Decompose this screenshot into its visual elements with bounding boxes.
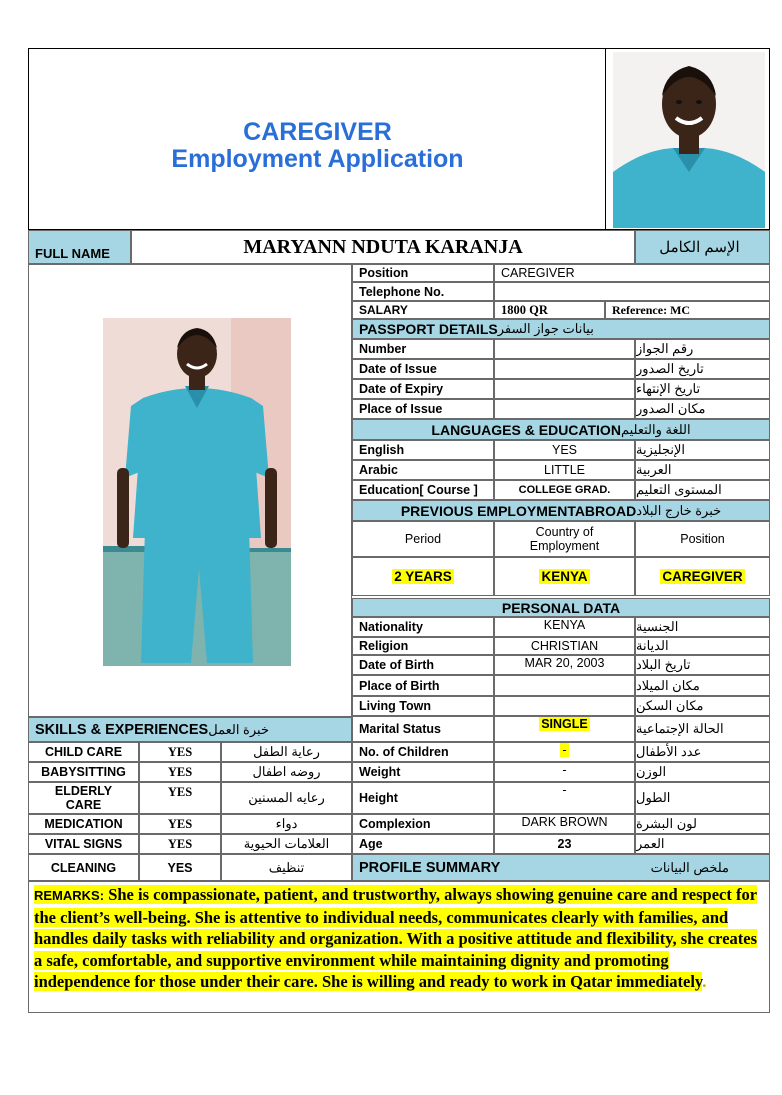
skill-childcare-label: CHILD CARE xyxy=(28,742,139,762)
children-label: No. of Children xyxy=(352,742,494,762)
dob-label: Date of Birth xyxy=(352,655,494,675)
skill-vitals-value: YES xyxy=(139,834,221,854)
issue-date-ar: تاريخ الصدور xyxy=(635,359,770,379)
personal-heading: PERSONAL DATA xyxy=(352,598,770,617)
profile-heading-ar: ملخص البيانات xyxy=(650,859,729,875)
weight-ar: الوزن xyxy=(635,762,770,782)
passport-number-label: Number xyxy=(352,339,494,359)
employment-country-text: KENYA xyxy=(541,569,588,584)
employment-period xyxy=(352,557,494,596)
skill-elderly-value: YES xyxy=(139,782,221,814)
children-ar: عدد الأطفال xyxy=(635,742,770,762)
languages-heading-en: LANGUAGES & EDUCATION xyxy=(431,421,621,438)
employment-heading-ar: خبرة خارج البلاد xyxy=(636,502,722,518)
salary-label: SALARY xyxy=(352,301,494,319)
full-name-label-ar: الإسم الكامل xyxy=(635,230,770,264)
passport-number-value xyxy=(494,339,635,359)
passport-number-ar: رقم الجواز xyxy=(635,339,770,359)
period-column-header: Period xyxy=(352,521,494,557)
profile-heading xyxy=(352,854,770,881)
skill-childcare-ar: رعاية الطفل xyxy=(221,742,352,762)
full-name-value: MARYANN NDUTA KARANJA xyxy=(131,230,635,264)
remarks-text: She is compassionate, patient, and trustworthy, always showing genuine care and respect for the client’s well-being. She is attentive to individual needs, communicates clearly with families, and handles daily tasks with reliability and organization. With a positive attitude and flexibility, she creates a safe, comfortable, and supportive environment while maintaining dignity and promoting independence for those under their care. She is willing and ready to work in Qatar immediately xyxy=(34,885,758,991)
languages-heading-ar: اللغة والتعليم xyxy=(620,421,691,437)
skill-elderly-ar: رعايه المسنين xyxy=(221,782,352,814)
skill-babysitting-label: BABYSITTING xyxy=(28,762,139,782)
telephone-value xyxy=(494,282,770,301)
position-label: Position xyxy=(352,264,494,282)
skill-cleaning-ar: تنظيف xyxy=(221,854,352,881)
employment-heading-en: PREVIOUS EMPLOYMENTABROAD xyxy=(400,502,637,519)
employment-period-text: 2 YEARS xyxy=(394,569,452,584)
full-name-label: FULL NAME xyxy=(28,230,131,264)
skill-childcare-value: YES xyxy=(139,742,221,762)
skill-cleaning-label: CLEANING xyxy=(28,854,139,881)
headshot-photo xyxy=(613,52,765,228)
complexion-label: Complexion xyxy=(352,814,494,834)
english-ar: الإنجليزية xyxy=(635,440,770,460)
passport-heading-ar: بيانات جواز السفر xyxy=(497,321,594,336)
marital-value xyxy=(494,716,635,742)
height-label: Height xyxy=(352,782,494,814)
marital-value-text: SINGLE xyxy=(541,717,588,731)
pob-label: Place of Birth xyxy=(352,675,494,696)
children-value xyxy=(494,742,635,762)
english-label: English xyxy=(352,440,494,460)
skill-vitals-ar: العلامات الحيوية xyxy=(221,834,352,854)
skills-heading-en: SKILLS & EXPERIENCES xyxy=(35,721,209,738)
marital-label: Marital Status xyxy=(352,716,494,742)
skill-elderly-label: ELDERLY CARE xyxy=(28,782,139,814)
skill-medication-ar: دواء xyxy=(221,814,352,834)
header-divider xyxy=(605,48,606,230)
remarks-label: REMARKS: xyxy=(34,888,105,903)
employment-position xyxy=(635,557,770,596)
dob-ar: تاريخ البلاد xyxy=(635,655,770,675)
education-ar: المستوى التعليم xyxy=(635,480,770,500)
complexion-ar: لون البشرة xyxy=(635,814,770,834)
position-column-header: Position xyxy=(635,521,770,557)
age-label: Age xyxy=(352,834,494,854)
passport-heading-en: PASSPORT DETAILS xyxy=(359,321,498,337)
religion-label: Religion xyxy=(352,637,494,655)
arabic-value: LITTLE xyxy=(494,460,635,480)
employment-country xyxy=(494,557,635,596)
nationality-value: KENYA xyxy=(494,617,635,637)
english-value: YES xyxy=(494,440,635,460)
employment-position-text: CAREGIVER xyxy=(662,569,743,584)
age-ar: العمر xyxy=(635,834,770,854)
education-label: Education[ Course ] xyxy=(352,480,494,500)
arabic-label: Arabic xyxy=(352,460,494,480)
arabic-ar: العربية xyxy=(635,460,770,480)
salary-value: 1800 QR xyxy=(494,301,605,319)
issue-place-label: Place of Issue xyxy=(352,399,494,419)
weight-value: - xyxy=(494,762,635,782)
height-value: - xyxy=(494,782,635,814)
living-town-value xyxy=(494,696,635,716)
children-value-text: - xyxy=(562,743,567,757)
remarks-paragraph xyxy=(34,884,764,993)
skill-babysitting-value: YES xyxy=(139,762,221,782)
skill-medication-label: MEDICATION xyxy=(28,814,139,834)
skill-cleaning-value: YES xyxy=(139,854,221,881)
height-ar: الطول xyxy=(635,782,770,814)
dob-value: MAR 20, 2003 xyxy=(494,655,635,675)
skill-vitals-label: VITAL SIGNS xyxy=(28,834,139,854)
profile-heading-en: PROFILE SUMMARY xyxy=(359,859,501,876)
title-line-2: Employment Application xyxy=(171,145,464,173)
employment-heading xyxy=(352,500,770,521)
religion-ar: الديانة xyxy=(635,637,770,655)
living-town-ar: مكان السكن xyxy=(635,696,770,716)
title-line-1: CAREGIVER xyxy=(243,118,392,146)
complexion-value: DARK BROWN xyxy=(494,814,635,834)
skill-medication-value: YES xyxy=(139,814,221,834)
reference-value: Reference: MC xyxy=(605,301,770,319)
weight-label: Weight xyxy=(352,762,494,782)
issue-place-value xyxy=(494,399,635,419)
age-value: 23 xyxy=(494,834,635,854)
skills-heading xyxy=(28,717,352,742)
skills-heading-ar: خبرة العمل xyxy=(208,721,269,737)
issue-date-label: Date of Issue xyxy=(352,359,494,379)
telephone-label: Telephone No. xyxy=(352,282,494,301)
country-column-header: Country of Employment xyxy=(494,521,635,557)
expiry-date-label: Date of Expiry xyxy=(352,379,494,399)
pob-value xyxy=(494,675,635,696)
expiry-date-ar: تاريخ الإنتهاء xyxy=(635,379,770,399)
issue-date-value xyxy=(494,359,635,379)
remarks-end: . xyxy=(702,972,707,991)
education-value: COLLEGE GRAD. xyxy=(494,480,635,500)
marital-ar: الحالة الإجتماعية xyxy=(635,716,770,742)
living-town-label: Living Town xyxy=(352,696,494,716)
skill-babysitting-ar: روضه اطفال xyxy=(221,762,352,782)
pob-ar: مكان الميلاد xyxy=(635,675,770,696)
full-body-photo xyxy=(103,318,291,666)
passport-heading xyxy=(352,319,770,339)
nationality-label: Nationality xyxy=(352,617,494,637)
issue-place-ar: مكان الصدور xyxy=(635,399,770,419)
nationality-ar: الجنسية xyxy=(635,617,770,637)
expiry-date-value xyxy=(494,379,635,399)
religion-value: CHRISTIAN xyxy=(494,637,635,655)
languages-heading xyxy=(352,419,770,440)
position-value: CAREGIVER xyxy=(494,264,770,282)
